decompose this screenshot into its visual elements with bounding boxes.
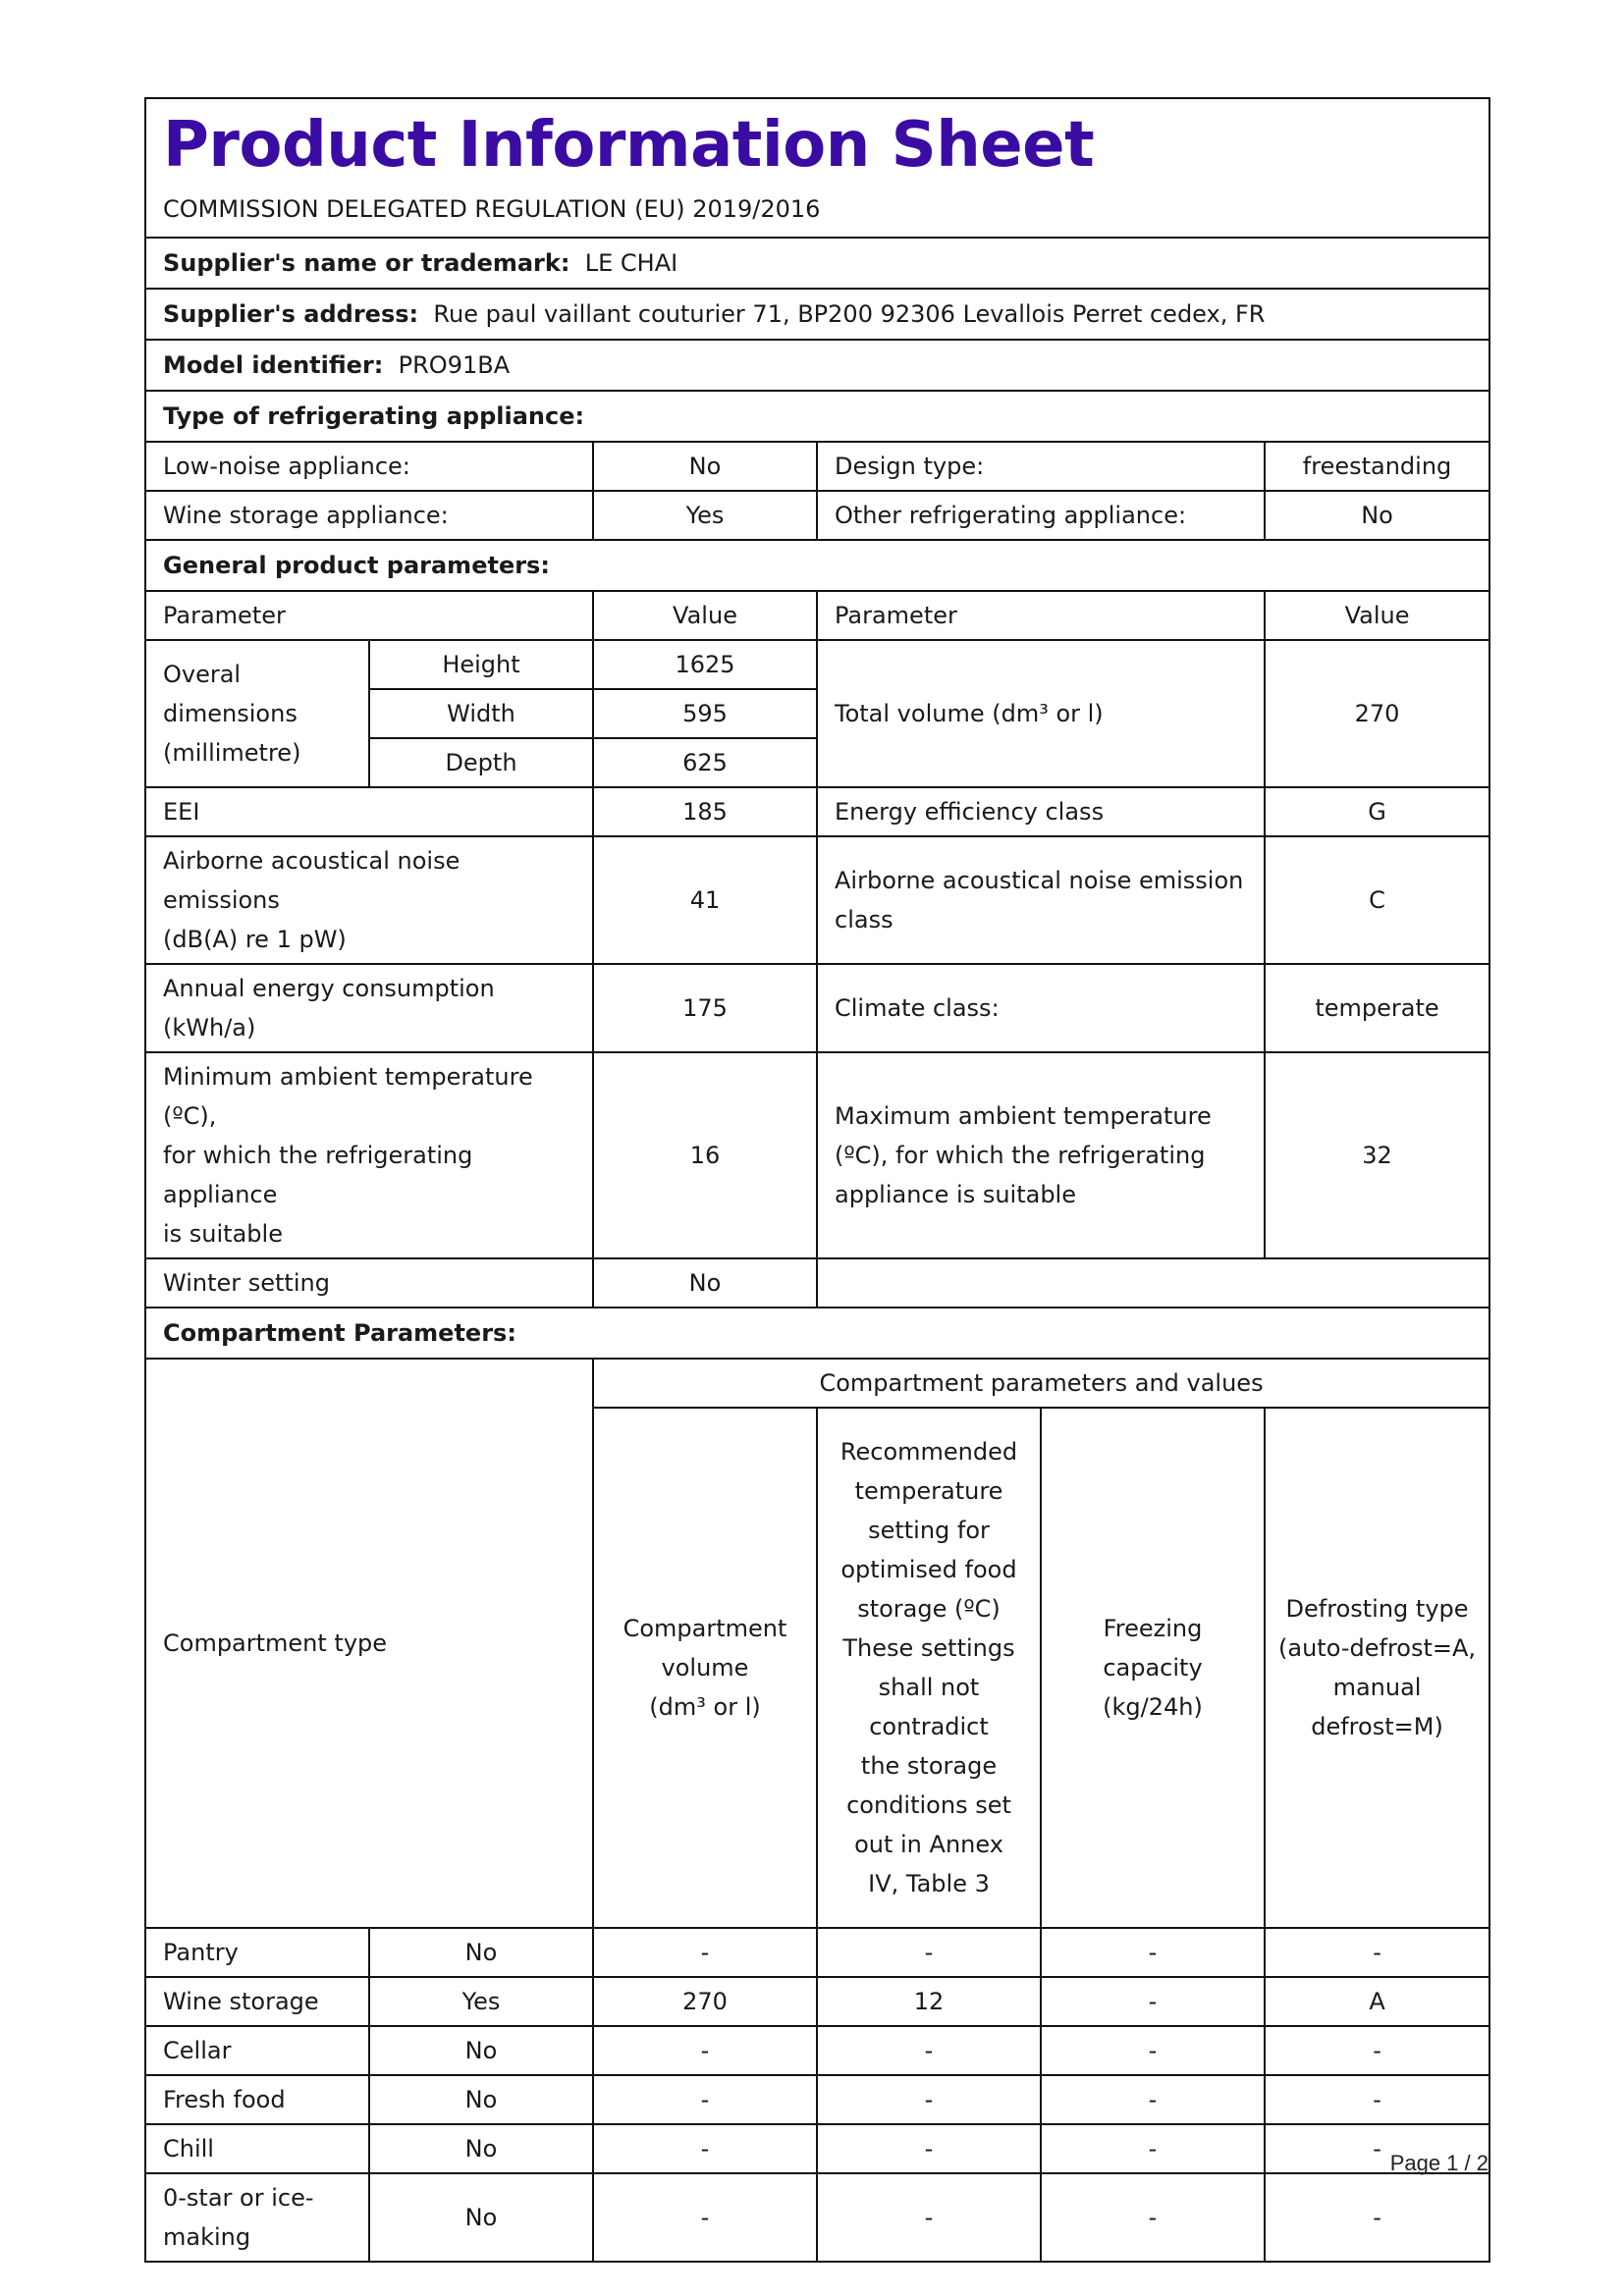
compartment-present: No xyxy=(369,2026,593,2075)
compartment-freezing: - xyxy=(1041,2075,1265,2124)
header-line: Freezing xyxy=(1103,1615,1203,1642)
noise-class-label xyxy=(817,836,1265,964)
header-line: manual xyxy=(1332,1674,1422,1701)
eei-label: EEI xyxy=(145,787,593,836)
annual-consumption-value: 175 xyxy=(593,964,817,1052)
annual-consumption-label: Annual energy consumption (kWh/a) xyxy=(145,964,593,1052)
compartment-name: Pantry xyxy=(145,1928,369,1977)
noise-label-line: (dB(A) re 1 pW) xyxy=(163,926,347,953)
compartment-freezing: - xyxy=(1041,1977,1265,2026)
header-line: volume xyxy=(661,1654,749,1682)
header-line: (auto-defrost=A, xyxy=(1278,1634,1477,1662)
table-row xyxy=(145,1928,1489,1977)
header-line: Defrosting type xyxy=(1285,1595,1469,1623)
max-temp-value: 32 xyxy=(1265,1052,1489,1258)
dimensions-label xyxy=(145,640,369,787)
compartment-freezing: - xyxy=(1041,1928,1265,1977)
header-line: Recommended xyxy=(839,1438,1018,1466)
table-row xyxy=(145,2026,1489,2075)
energy-class-value: G xyxy=(1265,787,1489,836)
regulation-text: COMMISSION DELEGATED REGULATION (EU) 2019/2016 xyxy=(163,195,821,223)
design-type-value: freestanding xyxy=(1265,442,1489,491)
compartment-present: No xyxy=(369,2124,593,2173)
max-temp-label xyxy=(817,1052,1265,1258)
dimensions-label-line: Overal xyxy=(163,661,242,688)
dimensions-label-line: (millimetre) xyxy=(163,739,301,767)
compartment-name-line: making xyxy=(163,2223,251,2251)
compartment-values-header: Compartment parameters and values xyxy=(593,1359,1489,1408)
max-temp-label-line: Maximum ambient temperature xyxy=(835,1102,1212,1130)
other-appliance-label: Other refrigerating appliance: xyxy=(817,491,1265,540)
table-row xyxy=(145,2075,1489,2124)
min-temp-label-line: Minimum ambient temperature (ºC), xyxy=(163,1063,533,1130)
supplier-address-value: Rue paul vaillant couturier 71, BP200 92306 Levallois Perret cedex, FR xyxy=(433,300,1266,328)
header-line: (dm³ or l) xyxy=(649,1693,761,1721)
compartment-defrost: - xyxy=(1265,2124,1489,2173)
header-line: conditions set xyxy=(846,1791,1011,1819)
compartment-section-heading: Compartment Parameters: xyxy=(145,1308,1489,1359)
compartment-name-line: 0-star or ice- xyxy=(163,2184,314,2212)
defrosting-type-header xyxy=(1265,1408,1489,1928)
min-temp-label xyxy=(145,1052,593,1258)
page-title: Product Information Sheet xyxy=(163,109,1095,182)
compartment-defrost: - xyxy=(1265,2026,1489,2075)
compartment-name: Chill xyxy=(145,2124,369,2173)
empty-cell xyxy=(817,1258,1489,1308)
header-line: contradict xyxy=(869,1713,989,1740)
supplier-name-value: LE CHAI xyxy=(584,249,678,277)
page-number: Page 1 / 2 xyxy=(1389,2151,1489,2175)
supplier-address-row xyxy=(145,289,1489,340)
header-line: (kg/24h) xyxy=(1103,1693,1203,1721)
header-line: setting for xyxy=(868,1517,990,1544)
climate-class-label: Climate class: xyxy=(817,964,1265,1052)
max-temp-label-line: (ºC), for which the refrigerating xyxy=(835,1142,1206,1169)
noise-class-label-line: class xyxy=(835,906,893,934)
general-section-heading: General product parameters: xyxy=(145,540,1489,591)
compartment-volume: - xyxy=(593,2075,817,2124)
min-temp-label-line: for which the refrigerating appliance xyxy=(163,1142,473,1208)
compartment-name: Wine storage xyxy=(145,1977,369,2026)
compartment-volume: - xyxy=(593,2026,817,2075)
header-cell xyxy=(145,98,1489,238)
header-line: shall not xyxy=(878,1674,980,1701)
header-line: the storage xyxy=(860,1752,998,1780)
winter-setting-value: No xyxy=(593,1258,817,1308)
low-noise-value: No xyxy=(593,442,817,491)
header-line: storage (ºC) xyxy=(857,1595,1001,1623)
dimensions-label-line: dimensions xyxy=(163,700,298,727)
table-row xyxy=(145,1977,1489,2026)
compartment-volume: - xyxy=(593,1928,817,1977)
compartment-defrost: - xyxy=(1265,2173,1489,2262)
freezing-capacity-header xyxy=(1041,1408,1265,1928)
compartment-present: No xyxy=(369,2075,593,2124)
product-information-sheet xyxy=(144,97,1489,2263)
header-line: These settings xyxy=(842,1634,1015,1662)
min-temp-label-line: is suitable xyxy=(163,1220,283,1248)
compartment-temp: - xyxy=(817,2026,1041,2075)
winter-setting-label: Winter setting xyxy=(145,1258,593,1308)
info-table xyxy=(144,97,1490,2263)
compartment-freezing: - xyxy=(1041,2026,1265,2075)
noise-label-line: Airborne acoustical noise emissions xyxy=(163,847,460,914)
model-identifier-value: PRO91BA xyxy=(398,351,511,379)
compartment-name: Cellar xyxy=(145,2026,369,2075)
header-line: Compartment xyxy=(623,1615,787,1642)
design-type-label: Design type: xyxy=(817,442,1265,491)
value-header: Value xyxy=(593,591,817,640)
height-value: 1625 xyxy=(593,640,817,689)
compartment-freezing: - xyxy=(1041,2124,1265,2173)
wine-storage-value: Yes xyxy=(593,491,817,540)
compartment-volume: 270 xyxy=(593,1977,817,2026)
compartment-temp: 12 xyxy=(817,1977,1041,2026)
header-line: temperature xyxy=(854,1477,1003,1505)
compartment-temp: - xyxy=(817,2124,1041,2173)
eei-value: 185 xyxy=(593,787,817,836)
model-identifier-row xyxy=(145,340,1489,391)
compartment-temp: - xyxy=(817,1928,1041,1977)
noise-emissions-label xyxy=(145,836,593,964)
header-line: capacity xyxy=(1103,1654,1203,1682)
compartment-defrost: - xyxy=(1265,1928,1489,1977)
parameter-header: Parameter xyxy=(817,591,1265,640)
parameter-header: Parameter xyxy=(145,591,593,640)
table-row xyxy=(145,2173,1489,2262)
compartment-present: No xyxy=(369,2173,593,2262)
width-label: Width xyxy=(369,689,593,738)
max-temp-label-line: appliance is suitable xyxy=(835,1181,1076,1208)
compartment-present: No xyxy=(369,1928,593,1977)
header-line: IV, Table 3 xyxy=(868,1870,990,1897)
model-identifier-label: Model identifier: xyxy=(163,351,384,379)
energy-class-label: Energy efficiency class xyxy=(817,787,1265,836)
low-noise-label: Low-noise appliance: xyxy=(145,442,593,491)
compartment-volume: - xyxy=(593,2173,817,2262)
compartment-present: Yes xyxy=(369,1977,593,2026)
compartment-type-header: Compartment type xyxy=(145,1359,593,1928)
depth-value: 625 xyxy=(593,738,817,787)
climate-class-value: temperate xyxy=(1265,964,1489,1052)
header-line: optimised food xyxy=(840,1556,1017,1583)
compartment-temp: - xyxy=(817,2173,1041,2262)
supplier-address-label: Supplier's address: xyxy=(163,300,419,328)
compartment-temp: - xyxy=(817,2075,1041,2124)
compartment-freezing: - xyxy=(1041,2173,1265,2262)
total-volume-value: 270 xyxy=(1265,640,1489,787)
header-line: defrost=M) xyxy=(1311,1713,1443,1740)
supplier-name-row xyxy=(145,238,1489,289)
other-appliance-value: No xyxy=(1265,491,1489,540)
noise-emissions-value: 41 xyxy=(593,836,817,964)
wine-storage-label: Wine storage appliance: xyxy=(145,491,593,540)
width-value: 595 xyxy=(593,689,817,738)
compartment-volume-header xyxy=(593,1408,817,1928)
noise-class-value: C xyxy=(1265,836,1489,964)
depth-label: Depth xyxy=(369,738,593,787)
compartment-defrost: - xyxy=(1265,2075,1489,2124)
compartment-name: Fresh food xyxy=(145,2075,369,2124)
compartment-volume: - xyxy=(593,2124,817,2173)
compartment-name xyxy=(145,2173,369,2262)
header-line: out in Annex xyxy=(854,1831,1003,1858)
noise-class-label-line: Airborne acoustical noise emission xyxy=(835,867,1244,894)
min-temp-value: 16 xyxy=(593,1052,817,1258)
table-row xyxy=(145,2124,1489,2173)
total-volume-label: Total volume (dm³ or l) xyxy=(817,640,1265,787)
supplier-name-label: Supplier's name or trademark: xyxy=(163,249,570,277)
type-section-heading: Type of refrigerating appliance: xyxy=(145,391,1489,442)
recommended-temp-header xyxy=(817,1408,1041,1928)
height-label: Height xyxy=(369,640,593,689)
compartment-defrost: A xyxy=(1265,1977,1489,2026)
value-header: Value xyxy=(1265,591,1489,640)
